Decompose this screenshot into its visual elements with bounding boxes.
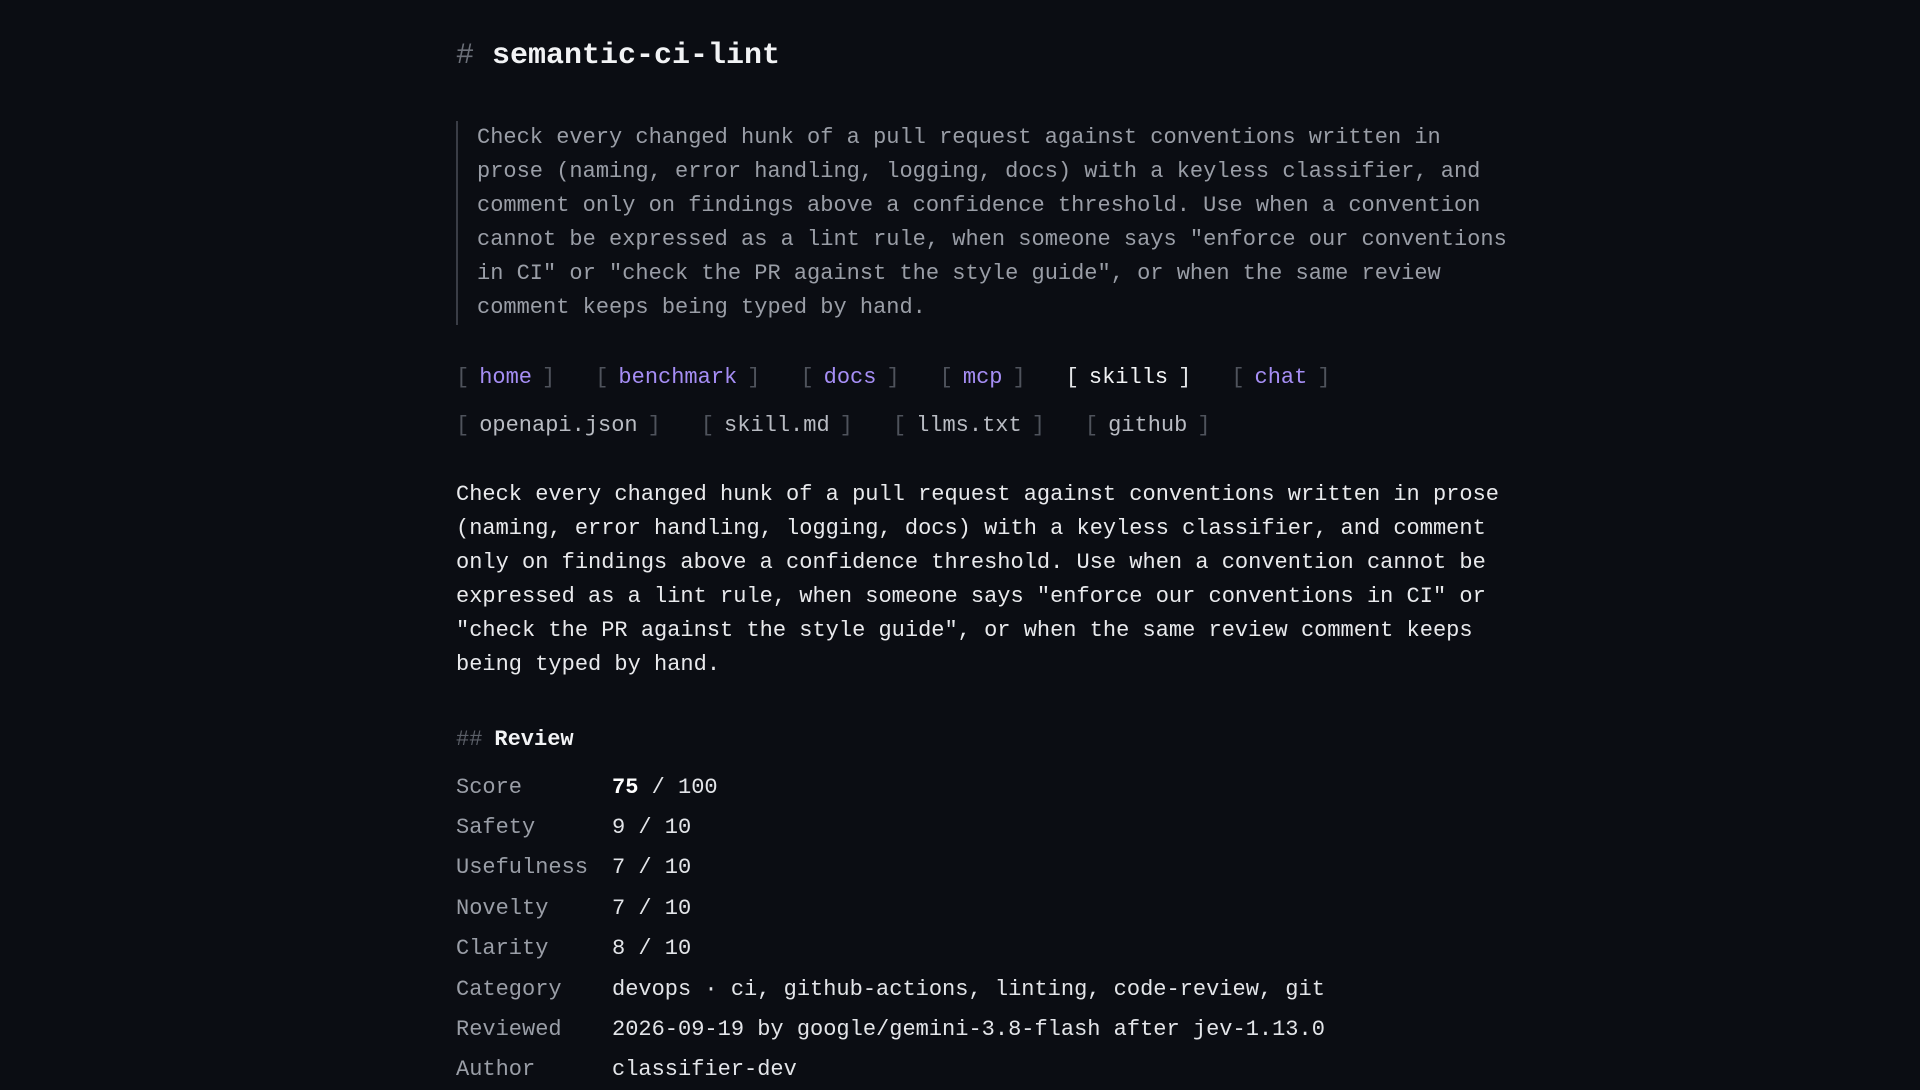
nav-link-skill-md[interactable]: skill.md xyxy=(724,413,830,438)
nav-item-skill-md[interactable] xyxy=(701,409,853,443)
review-heading-text: Review xyxy=(494,727,574,752)
nav-item-github[interactable] xyxy=(1085,409,1211,443)
review-value: classifier-dev xyxy=(612,1057,797,1083)
review-value: devops · ci, github-actions, linting, code-review, git xyxy=(612,976,1325,1002)
review-label: Category xyxy=(456,976,562,1002)
nav-primary xyxy=(456,354,1466,402)
nav-link-github[interactable]: github xyxy=(1108,413,1188,438)
score-value: 75 xyxy=(612,774,639,800)
bracket-open: [ xyxy=(892,413,907,438)
nav-item-docs[interactable] xyxy=(800,361,899,395)
review-row-score xyxy=(456,767,1466,807)
nav-secondary xyxy=(456,402,1466,450)
page xyxy=(456,0,1507,1090)
review-row-author xyxy=(456,1050,1466,1090)
bracket-close: ] xyxy=(1031,413,1045,438)
review-heading xyxy=(456,725,1466,755)
nav-link-llms-txt[interactable]: llms.txt xyxy=(916,413,1022,438)
nav-item-mcp[interactable] xyxy=(940,361,1026,395)
nav-link-chat[interactable]: chat xyxy=(1254,365,1308,390)
review-row-usefulness xyxy=(456,848,1466,888)
bracket-close: ] xyxy=(1012,365,1026,390)
nav-item-benchmark[interactable] xyxy=(595,361,760,395)
title-hash: # xyxy=(456,39,475,73)
bracket-close: ] xyxy=(1317,365,1331,390)
nav-item-home[interactable] xyxy=(456,361,555,395)
review-value: 7 / 10 xyxy=(612,855,692,881)
review-label: Novelty xyxy=(456,895,549,921)
bracket-close: ] xyxy=(1197,413,1211,438)
nav-item-chat[interactable] xyxy=(1231,361,1330,395)
bracket-open: [ xyxy=(1084,413,1099,438)
bracket-close: ] xyxy=(886,365,900,390)
nav-link-docs[interactable]: docs xyxy=(823,365,877,390)
bracket-open: [ xyxy=(595,365,609,390)
review-label: Safety xyxy=(456,815,536,841)
nav-link-benchmark[interactable]: benchmark xyxy=(618,365,738,390)
review-label: Score xyxy=(456,774,523,800)
bracket-close: ] xyxy=(542,365,556,390)
nav-item-skills[interactable] xyxy=(1066,361,1192,395)
review-label: Author xyxy=(456,1057,536,1083)
page-title xyxy=(456,38,1466,74)
bracket-open: [ xyxy=(800,365,814,390)
title-text: semantic-ci-lint xyxy=(492,39,781,73)
review-row-reviewed xyxy=(456,1009,1466,1049)
review-value: 2026-09-19 by google/gemini-3.8-flash after jev-1.13.0 xyxy=(612,1017,1325,1043)
review-table xyxy=(456,767,1466,1090)
review-label: Reviewed xyxy=(456,1017,562,1043)
review-value: 8 / 10 xyxy=(612,936,692,962)
review-row-clarity xyxy=(456,929,1466,969)
score-suffix: / 100 xyxy=(638,774,718,800)
review-row-novelty xyxy=(456,888,1466,928)
summary-blockquote: Check every changed hunk of a pull request against conventions written in prose (naming, error handling, logging, docs) with a keyless classifier, and comment only on findings above a confidence threshold. Use when a convention cannot be expressed as a lint rule, when someone says "enforce our conventions in CI" or "check the PR against the style guide", or when the same review comment keeps being typed by hand. xyxy=(456,121,1466,325)
bracket-open: [ xyxy=(1231,365,1245,390)
bracket-close: ] xyxy=(1178,365,1192,390)
description: Check every changed hunk of a pull request against conventions written in prose (naming, error handling, logging, docs) with a keyless classifier, and comment only on findings above a confidence threshold. Use when a convention cannot be expressed as a lint rule, when someone says "enforce our conventions in CI" or "check the PR against the style guide", or when the same review comment keeps being typed by hand. xyxy=(456,482,1499,677)
bracket-open: [ xyxy=(939,365,953,390)
bracket-close: ] xyxy=(839,413,853,438)
nav-link-mcp[interactable]: mcp xyxy=(962,365,1003,390)
review-value xyxy=(612,775,718,800)
review-heading-hash: ## xyxy=(456,727,483,752)
bracket-close: ] xyxy=(747,365,761,390)
nav-link-openapi[interactable]: openapi.json xyxy=(479,413,638,438)
nav-link-skills[interactable]: skills xyxy=(1088,365,1169,390)
review-value: 9 / 10 xyxy=(612,815,692,841)
bracket-open: [ xyxy=(1065,365,1079,390)
nav-link-home[interactable]: home xyxy=(479,365,533,390)
review-label: Usefulness xyxy=(456,855,589,881)
nav-item-llms-txt[interactable] xyxy=(893,409,1045,443)
bracket-open: [ xyxy=(700,413,715,438)
bracket-open: [ xyxy=(456,413,470,438)
review-row-safety xyxy=(456,807,1466,847)
bracket-open: [ xyxy=(456,365,470,390)
nav-item-openapi[interactable] xyxy=(456,409,661,443)
review-label: Clarity xyxy=(456,936,549,962)
review-row-category xyxy=(456,969,1466,1009)
review-value: 7 / 10 xyxy=(612,895,692,921)
bracket-close: ] xyxy=(647,413,661,438)
nav xyxy=(456,354,1466,450)
